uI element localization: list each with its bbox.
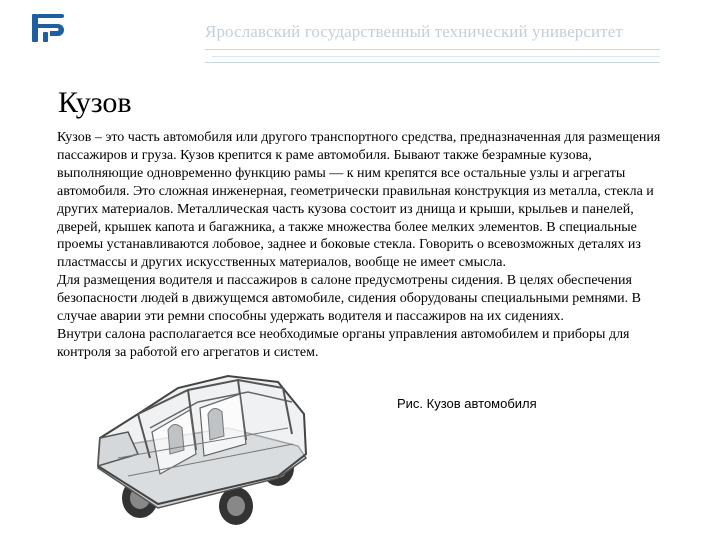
paragraph: Для размещения водителя и пассажиров в салоне предусмотрены сидения. В целях обеспечения безопасности людей в движущемся автомобиле, сидения оборудованы специальными ремнями. В случае аварии эти ремни способны удержать водителя и пассажиров на их сидениях.	[57, 273, 641, 325]
university-name: Ярославский государственный технический университет	[205, 22, 623, 41]
paragraph: Кузов – это часть автомобиля или другого транспортного средства, предназначенная для размещения пассажиров и груза. Кузов крепится к раме автомобиля. Бывают также безрамные кузова, выполняющие одновременно функцию рамы — к ним крепятся все остальные узлы и агрегаты автомобиля. Это сложная инженерная, геометрически правильная конструкция из металла, стекла и других материалов. Металлическая часть кузова состоит из днища и крыши, крыльев и панелей, дверей, крышек капота и багажника, а также множества более мелких элементов. В специальные проемы устанавливаются лобовое, заднее и боковые стекла. Говорить о всевозможных деталях из пластмассы и других искусственных материалов, вообще не имеет смысла.	[57, 130, 661, 271]
body-text	[57, 129, 669, 362]
header-divider	[205, 49, 660, 50]
paragraph: Внутри салона располагается все необходимые органы управления автомобилем и приборы для контроля за работой его агрегатов и систем.	[57, 326, 630, 360]
header-divider	[212, 56, 660, 57]
figure-caption: Рис. Кузов автомобиля	[397, 396, 537, 411]
ystu-logo-icon	[30, 10, 66, 46]
header-divider	[205, 62, 660, 63]
page-title: Кузов	[58, 86, 132, 119]
car-body-frame-icon	[78, 358, 318, 530]
